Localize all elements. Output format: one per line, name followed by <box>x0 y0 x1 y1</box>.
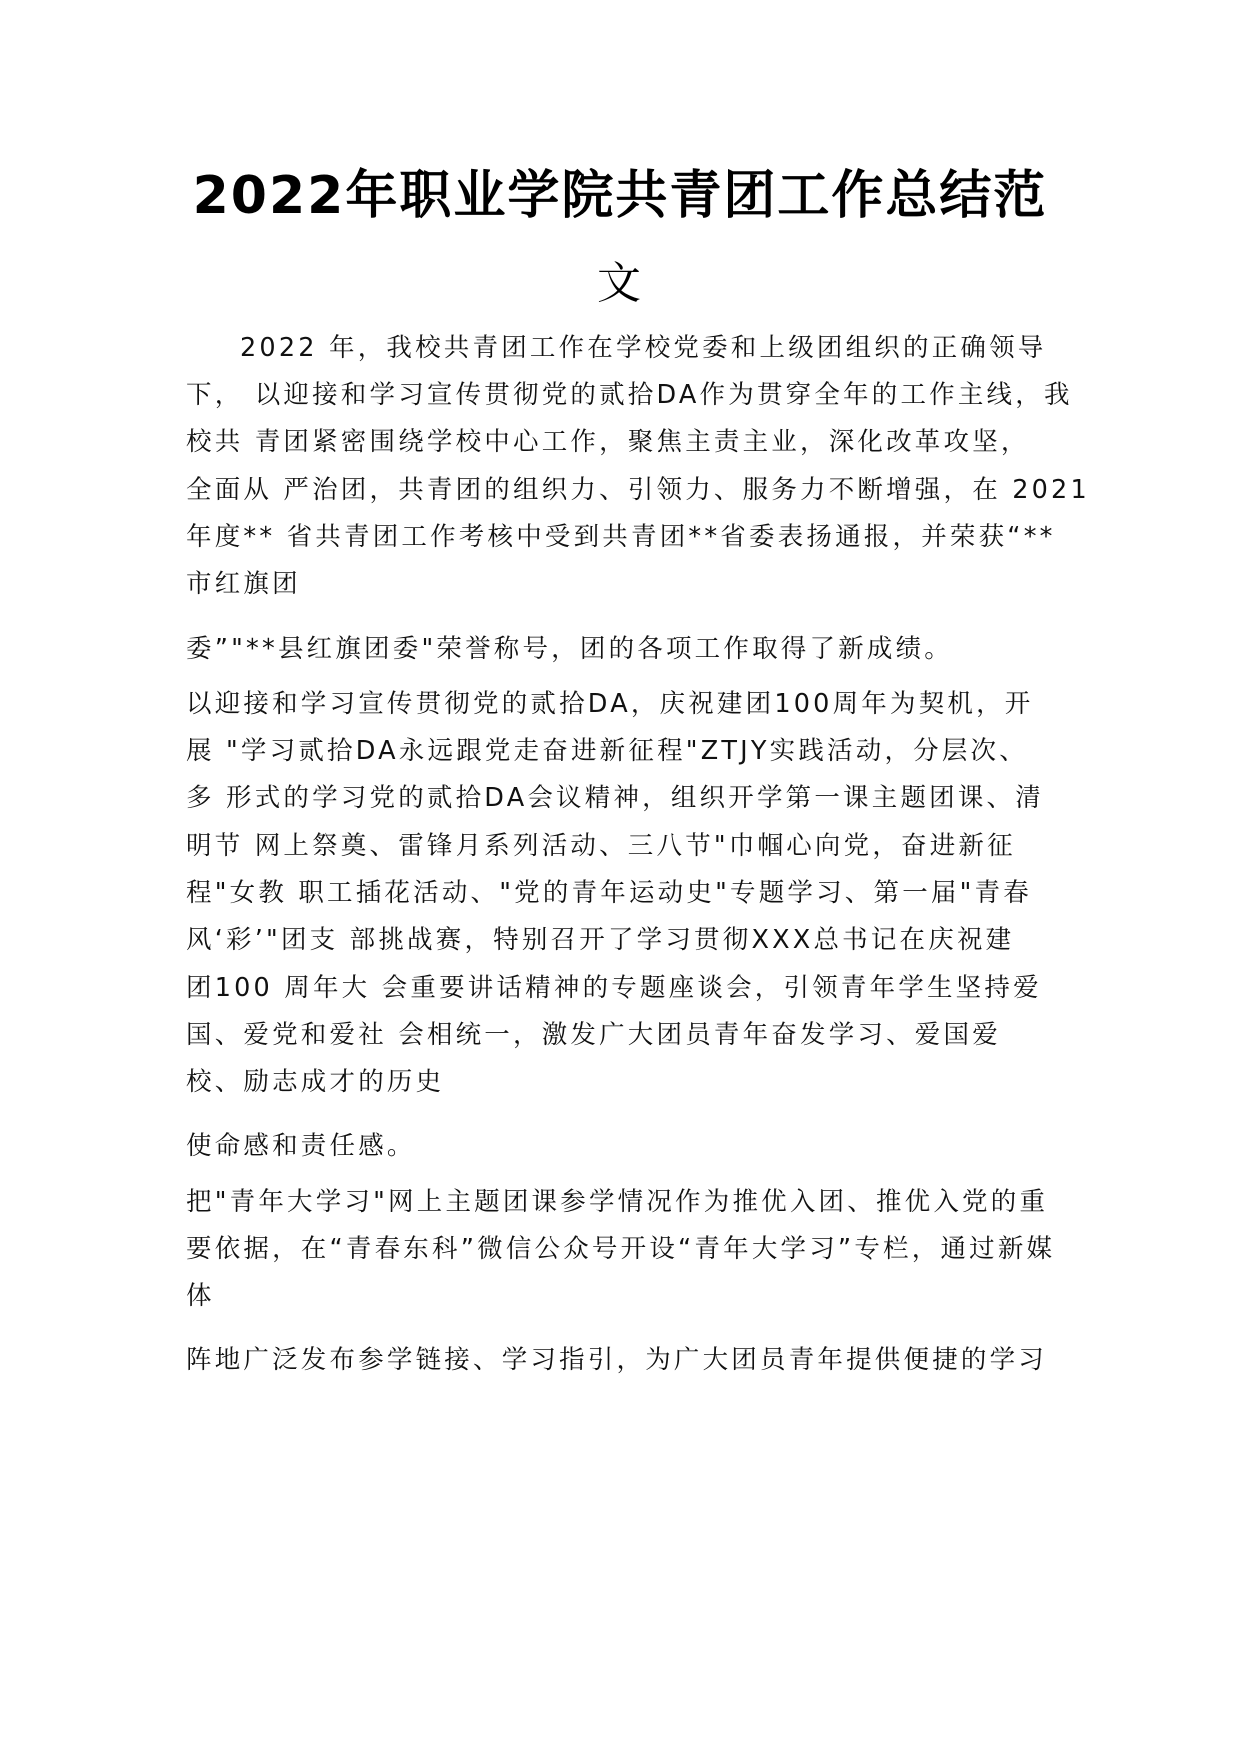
paragraph-line: 年度** 省共青团工作考核中受到共青团**省委表扬通报，并荣获“** <box>186 522 1056 552</box>
paragraph-line: 明节 网上祭奠、雷锋月系列活动、三八节"巾帼心向党，奋进新征 <box>186 831 1016 861</box>
paragraph-line: 2022 年，我校共青团工作在学校党委和上级团组织的正确领导 <box>240 333 1047 363</box>
paragraph-line: 下， 以迎接和学习宣传贯彻党的贰拾DA作为贯穿全年的工作主线，我 <box>186 380 1073 410</box>
paragraph-line: 使命感和责任感。 <box>186 1131 416 1161</box>
document-title-line-1: 2022年职业学院共青团工作总结范 <box>192 166 1048 226</box>
paragraph-line: 以迎接和学习宣传贯彻党的贰拾DA，庆祝建团100周年为契机，开 <box>186 689 1034 719</box>
paragraph-line: 多 形式的学习党的贰拾DA会议精神，组织开学第一课主题团课、清 <box>186 783 1044 813</box>
paragraph-line: 团100 周年大 会重要讲话精神的专题座谈会，引领青年学生坚持爱 <box>186 973 1042 1003</box>
paragraph-line: 校共 青团紧密围绕学校中心工作，聚焦主责主业，深化改革攻坚， <box>186 427 1030 457</box>
paragraph-line: 要依据，在“青春东科”微信公众号开设“青年大学习”专栏，通过新媒 <box>186 1234 1056 1264</box>
paragraph-line: 市红旗团 <box>186 569 301 599</box>
paragraph-line: 委”"**县红旗团委"荣誉称号，团的各项工作取得了新成绩。 <box>186 634 953 664</box>
paragraph-line: 国、爱党和爱社 会相统一，激发广大团员青年奋发学习、爱国爱 <box>186 1020 1001 1050</box>
paragraph-line: 体 <box>186 1281 215 1311</box>
paragraph-line: 校、励志成才的历史 <box>186 1067 445 1097</box>
paragraph-line: 展 "学习贰拾DA永远跟党走奋进新征程"ZTJY实践活动，分层次、 <box>186 736 1028 766</box>
paragraph-line: 风‘彩’"团支 部挑战赛，特别召开了学习贯彻XXX总书记在庆祝建 <box>186 925 1015 955</box>
paragraph-line: 把"青年大学习"网上主题团课参学情况作为推优入团、推优入党的重 <box>186 1187 1049 1217</box>
document-title-line-2: 文 <box>597 258 643 309</box>
paragraph-line: 阵地广泛发布参学链接、学习指引，为广大团员青年提供便捷的学习 <box>186 1345 1048 1375</box>
paragraph-line: 程"女教 职工插花活动、"党的青年运动史"专题学习、第一届"青春 <box>186 878 1032 908</box>
paragraph-line: 全面从 严治团，共青团的组织力、引领力、服务力不断增强，在 2021 <box>186 475 1090 505</box>
